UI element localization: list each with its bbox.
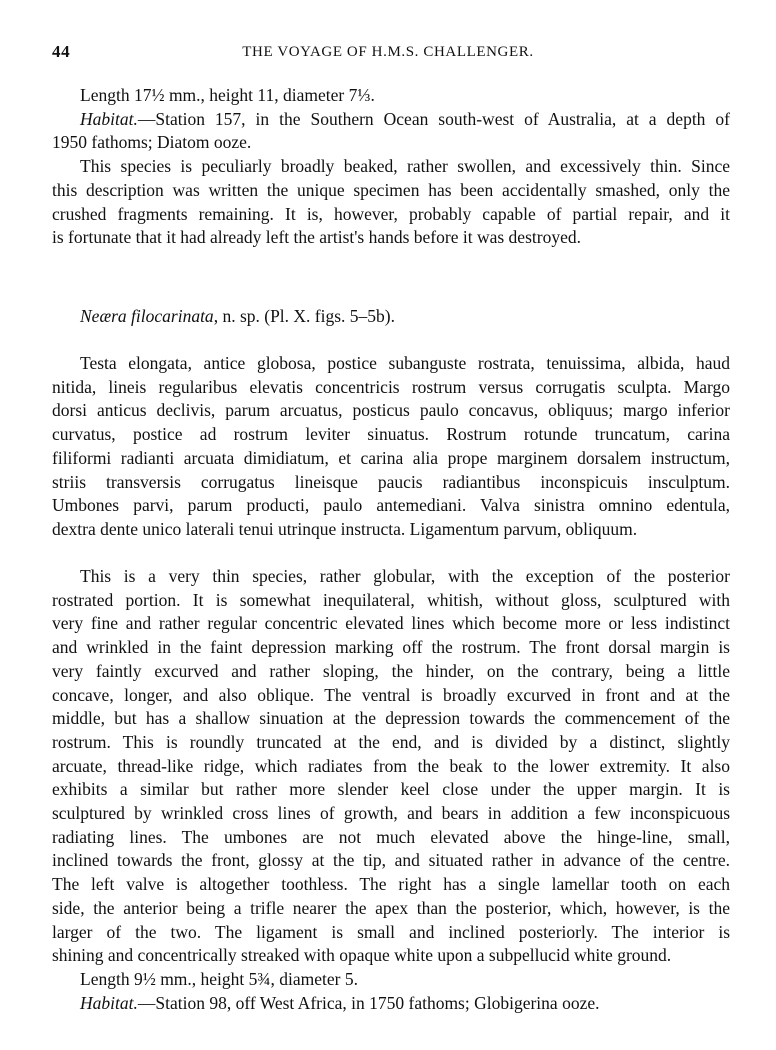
text-line: dorsi anticus declivis, parum arcuatus, posticus paulo concavus, obliquus; margo inferior (52, 400, 730, 421)
text-line: middle, but has a shallow sinuation at the depression towards the commencement of the (52, 708, 730, 729)
text-line: This species is peculiarly broadly beaked, rather swollen, and excessively thin. Since (80, 156, 730, 177)
measurements: Length 17½ mm., height 11, diameter 7⅓. (80, 85, 375, 105)
description-paragraph (52, 565, 730, 968)
text-line: Testa elongata, antice globosa, postice subanguste rostrata, tenuissima, albida, haud (80, 353, 730, 373)
text-line: rostrum. This is roundly truncated at the end, and is divided by a distinct, slightly (52, 731, 730, 752)
text-line: This is a very thin species, rather globular, with the exception of the posterior (80, 566, 730, 586)
remarks-paragraph (52, 155, 730, 250)
measurements: Length 9½ mm., height 5¾, diameter 5. (80, 969, 359, 989)
species-reference: , n. sp. (Pl. X. figs. 5–5b). (213, 306, 396, 326)
text-line: exhibits a similar but rather more slender keel close under the upper margin. It is (52, 779, 730, 800)
running-title: THE VOYAGE OF H.M.S. CHALLENGER. (242, 44, 534, 60)
text-line: is fortunate that it had already left the artist's hands before it was destroyed. (52, 227, 581, 248)
text-line: arcuate, thread-like ridge, which radiates from the beak to the lower extremity. It also (52, 755, 730, 776)
species-heading (52, 305, 730, 329)
habitat-line: 1950 fathoms; Diatom ooze. (52, 132, 252, 153)
habitat-label: Habitat. (80, 108, 138, 129)
habitat-text: —Station 157, in the Southern Ocean south-west of Australia, at a depth of (137, 108, 730, 129)
text-line: very fine and rather regular concentric elevated lines which become more or less indistinct (52, 613, 730, 634)
text-line: curvatus, postice ad rostrum leviter sinuatus. Rostrum rotunde truncatum, carina (52, 424, 730, 445)
text-line: shining and concentrically streaked with opaque white upon a subpellucid white ground. (52, 945, 672, 966)
habitat-line (52, 108, 730, 132)
text-line: crushed fragments remaining. It is, however, probably capable of partial repair, and it (52, 203, 730, 224)
species-name: Neæra filocarinata (80, 306, 214, 326)
page-number: 44 (52, 42, 71, 61)
habitat-line (52, 992, 730, 1016)
text-line: striis transversis corrugatus lineisque paucis radiantibus inconspicuis insculptum. (52, 471, 730, 492)
text-line: rostrated portion. It is somewhat inequilateral, whitish, without gloss, sculptured with (52, 589, 730, 610)
text-line: side, the anterior being a trifle nearer the apex than the posterior, which, however, is the (52, 897, 730, 918)
text-line: nitida, lineis regularibus elevatis concentricis rostrum versus corrugatis sculpta. Margo (52, 376, 730, 397)
text-line: sculptured by wrinkled cross lines of growth, and bears in addition a few inconspicuous (52, 803, 730, 824)
prev-species-block (52, 84, 730, 250)
latin-diagnosis (52, 352, 730, 542)
text-line: inclined towards the front, glossy at the tip, and situated rather in advance of the centre. (52, 850, 730, 871)
text-line: radiating lines. The umbones are not much elevated above the hinge-line, small, (52, 826, 730, 847)
text-line: The left valve is altogether toothless. The right has a single lamellar tooth on each (52, 874, 730, 895)
text-line: concave, longer, and also oblique. The ventral is broadly excurved in front and at the (52, 684, 730, 705)
habitat-text: —Station 98, off West Africa, in 1750 fathoms; Globigerina ooze. (137, 992, 600, 1013)
text-line: and wrinkled in the faint depression marking off the rostrum. The front dorsal margin is (52, 637, 730, 658)
species-data (52, 968, 730, 1015)
text-line: very faintly excurved and rather sloping, the hinder, on the contrary, being a little (52, 660, 730, 681)
habitat-label: Habitat. (80, 992, 138, 1013)
text-line: dextra dente unico laterali tenui utrinque instructa. Ligamentum parvum, obliquum. (52, 518, 638, 539)
text-line: filiformi radianti arcuata dimidiatum, et carina alia prope marginem dorsalem instructum, (52, 447, 730, 468)
text-line: this description was written the unique specimen has been accidentally smashed, only the (52, 179, 730, 200)
text-line: Umbones parvi, parum producti, paulo antemediani. Valva sinistra omnino edentula, (52, 495, 730, 516)
text-line: larger of the two. The ligament is small and inclined posteriorly. The interior is (52, 921, 730, 942)
